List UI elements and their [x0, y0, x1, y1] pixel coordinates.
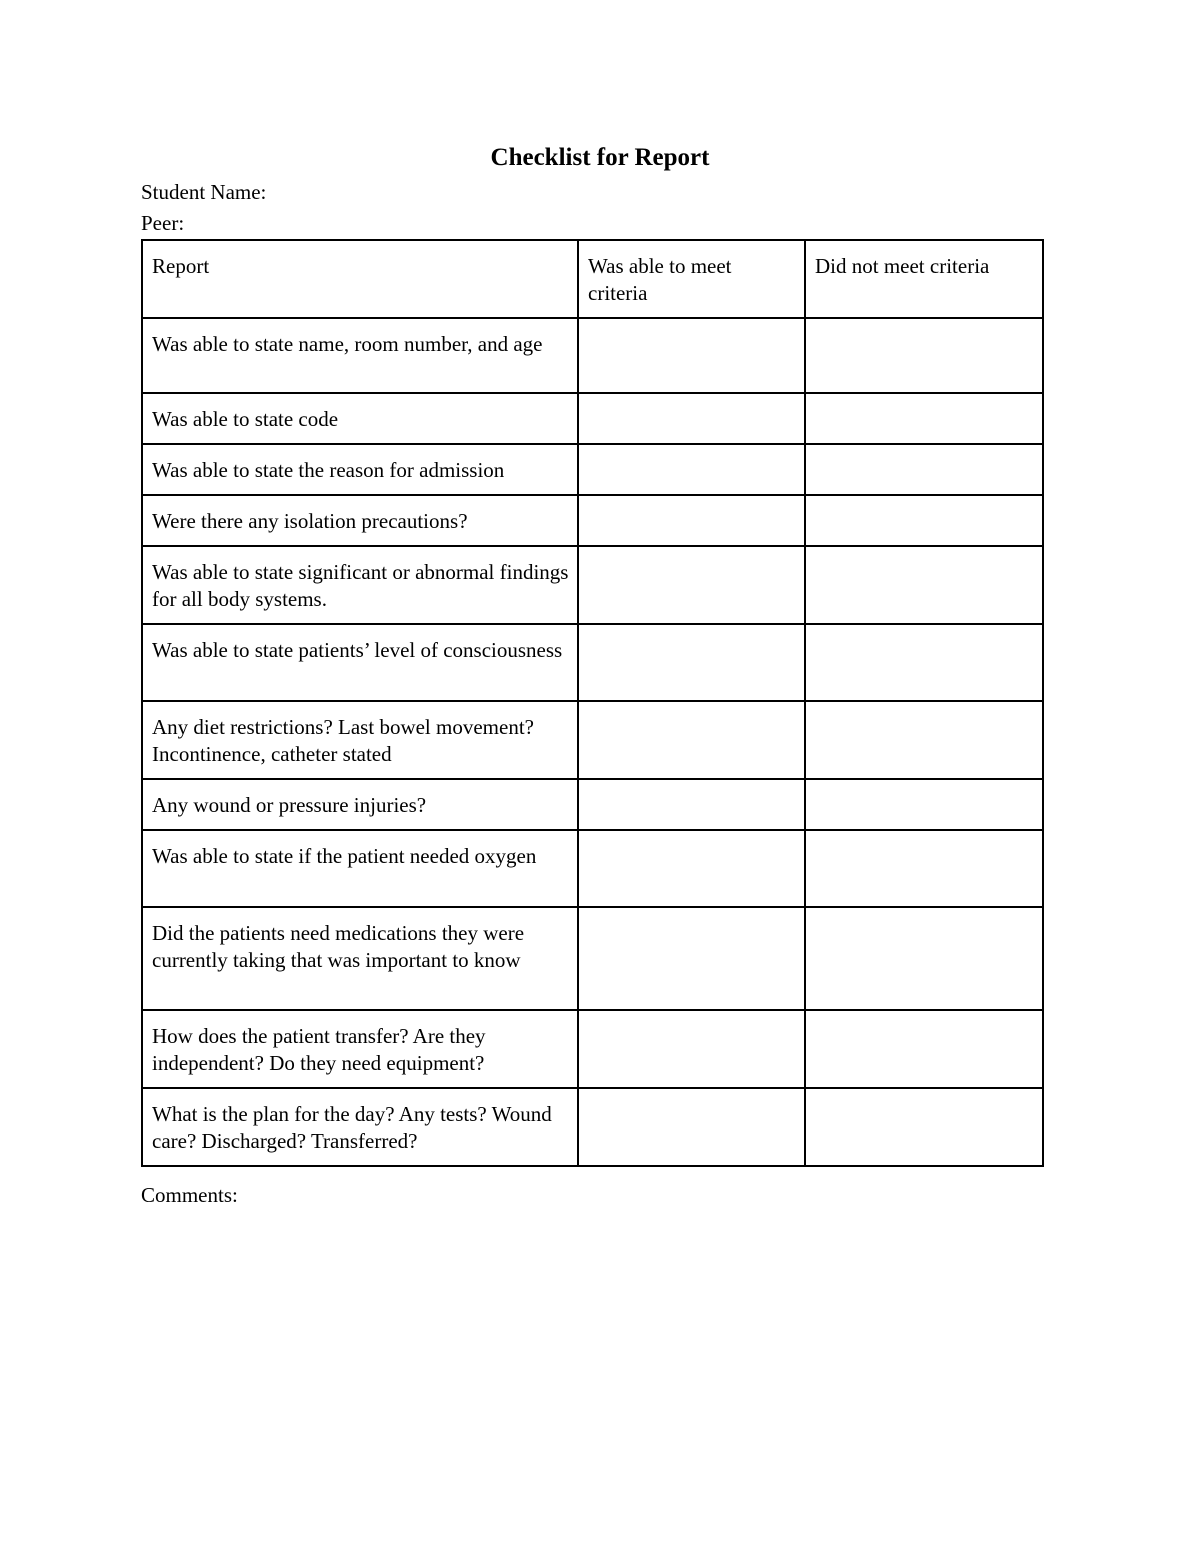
met-criteria-cell[interactable]: [578, 907, 805, 1010]
table-row: [142, 701, 1043, 779]
not-met-criteria-cell[interactable]: [805, 779, 1043, 830]
table-row: [142, 393, 1043, 444]
table-header-row: [142, 240, 1043, 318]
met-criteria-cell[interactable]: [578, 830, 805, 907]
not-met-criteria-cell[interactable]: [805, 393, 1043, 444]
not-met-criteria-cell[interactable]: [805, 1088, 1043, 1166]
criterion-label: Was able to state patients’ level of consciousness: [142, 624, 578, 701]
criterion-label: Any wound or pressure injuries?: [142, 779, 578, 830]
met-criteria-cell[interactable]: [578, 624, 805, 701]
met-criteria-cell[interactable]: [578, 393, 805, 444]
not-met-criteria-cell[interactable]: [805, 907, 1043, 1010]
criterion-label: Was able to state code: [142, 393, 578, 444]
student-name-label: Student Name:: [141, 180, 267, 204]
table-row: [142, 444, 1043, 495]
not-met-criteria-cell[interactable]: [805, 444, 1043, 495]
met-criteria-cell[interactable]: [578, 546, 805, 624]
criterion-label: Was able to state significant or abnormal findings for all body systems.: [142, 546, 578, 624]
peer-label: Peer:: [141, 211, 185, 235]
met-criteria-cell[interactable]: [578, 318, 805, 393]
not-met-criteria-cell[interactable]: [805, 546, 1043, 624]
column-header-not-met-criteria: Did not meet criteria: [805, 240, 1043, 318]
criterion-label: Were there any isolation precautions?: [142, 495, 578, 546]
criterion-label: Any diet restrictions? Last bowel movement? Incontinence, catheter stated: [142, 701, 578, 779]
criterion-label: Was able to state if the patient needed oxygen: [142, 830, 578, 907]
not-met-criteria-cell[interactable]: [805, 1010, 1043, 1088]
table-row: [142, 624, 1043, 701]
met-criteria-cell[interactable]: [578, 444, 805, 495]
met-criteria-cell[interactable]: [578, 779, 805, 830]
met-criteria-cell[interactable]: [578, 1088, 805, 1166]
criterion-label: Was able to state name, room number, and age: [142, 318, 578, 393]
table-row: [142, 907, 1043, 1010]
column-header-met-criteria: Was able to meet criteria: [578, 240, 805, 318]
met-criteria-cell[interactable]: [578, 1010, 805, 1088]
criterion-label: What is the plan for the day? Any tests? Wound care? Discharged? Transferred?: [142, 1088, 578, 1166]
table-row: [142, 546, 1043, 624]
not-met-criteria-cell[interactable]: [805, 701, 1043, 779]
checklist-table: [141, 239, 1044, 1167]
table-row: [142, 318, 1043, 393]
met-criteria-cell[interactable]: [578, 701, 805, 779]
criterion-label: Was able to state the reason for admission: [142, 444, 578, 495]
not-met-criteria-cell[interactable]: [805, 318, 1043, 393]
table-row: [142, 495, 1043, 546]
column-header-report: Report: [142, 240, 578, 318]
not-met-criteria-cell[interactable]: [805, 624, 1043, 701]
comments-label: Comments:: [141, 1183, 238, 1207]
met-criteria-cell[interactable]: [578, 495, 805, 546]
criterion-label: How does the patient transfer? Are they independent? Do they need equipment?: [142, 1010, 578, 1088]
table-row: [142, 830, 1043, 907]
document-title: Checklist for Report: [490, 144, 710, 171]
criterion-label: Did the patients need medications they were currently taking that was important to know: [142, 907, 578, 1010]
table-row: [142, 779, 1043, 830]
table-row: [142, 1088, 1043, 1166]
table-row: [142, 1010, 1043, 1088]
not-met-criteria-cell[interactable]: [805, 495, 1043, 546]
not-met-criteria-cell[interactable]: [805, 830, 1043, 907]
